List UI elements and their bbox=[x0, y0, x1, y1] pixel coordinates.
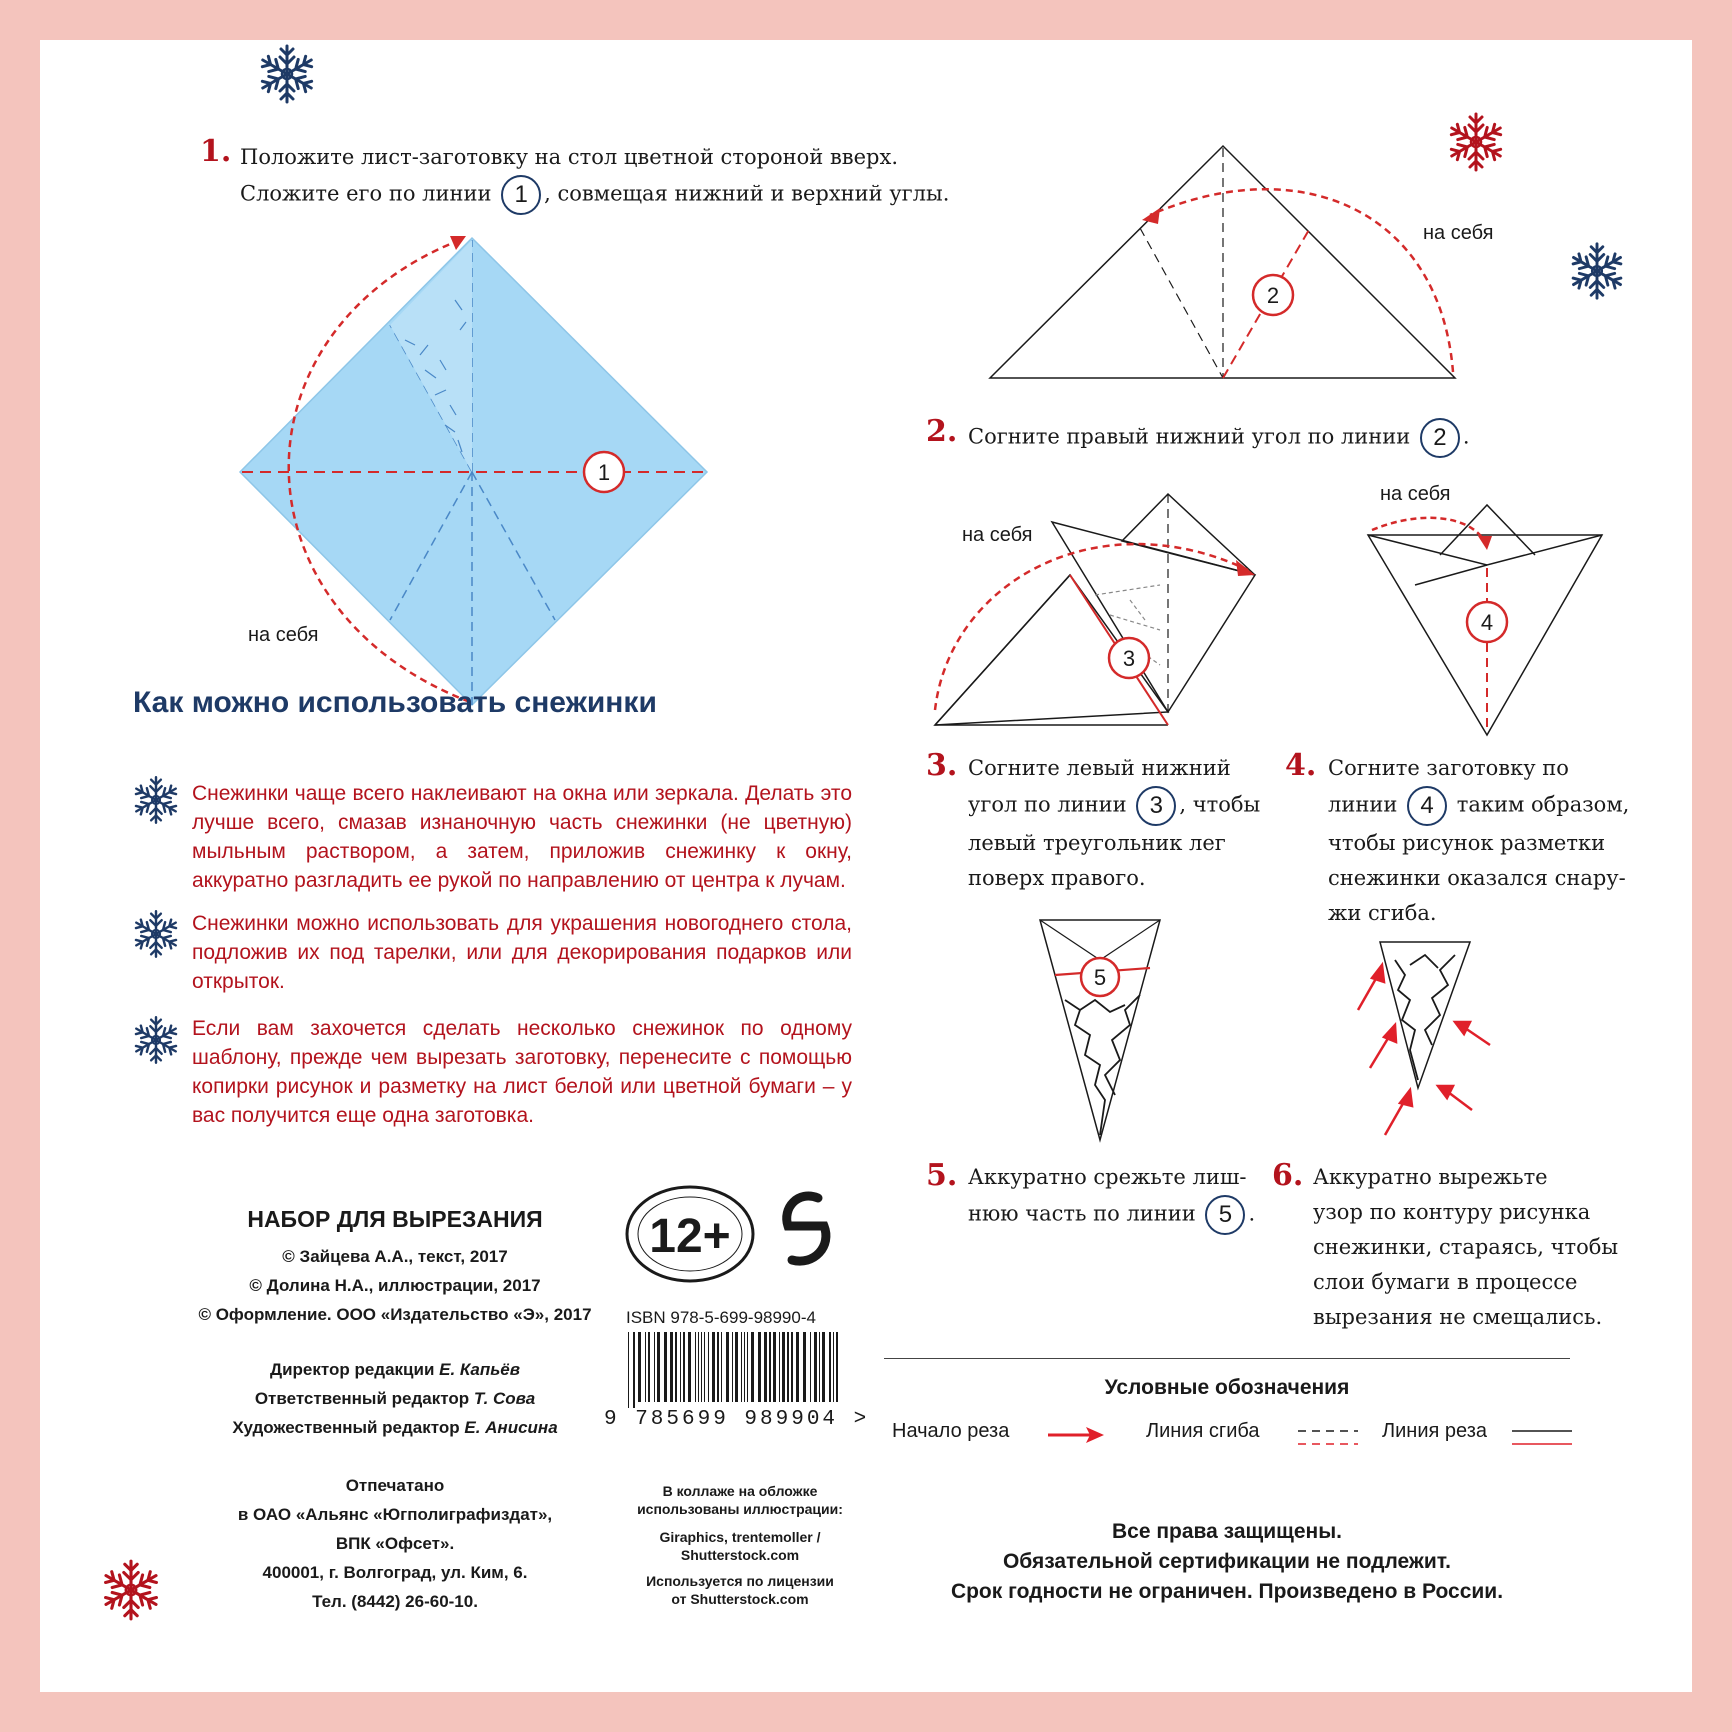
credits-line: Shutterstock.com bbox=[680, 1547, 800, 1563]
step-1-number: 1. bbox=[200, 134, 232, 169]
rights-line: Срок годности не ограничен. Произведено в России. bbox=[950, 1580, 1504, 1603]
legend-cut-label: Линия реза bbox=[1382, 1420, 1487, 1442]
barcode-bar bbox=[787, 1332, 789, 1402]
barcode-bar bbox=[836, 1332, 838, 1402]
barcode-bar bbox=[701, 1332, 702, 1402]
usage-paragraph-1: Снежинки чаще всего наклеивают на окна или зеркала. Делать это лучше всего, смазав изнаночную часть снежинки (не цветную) мыльным раствором, а затем, приложив снежинку к окну, аккуратно разгладить ее рукой по направлению от центра к лучам. bbox=[192, 782, 852, 892]
staff-role: Ответственный редактор bbox=[254, 1389, 470, 1408]
step-1-text-b: , совмещая нижний и верхний углы. bbox=[544, 181, 950, 206]
barcode bbox=[626, 1332, 841, 1408]
step-6-line-1: Аккуратно вырежьте bbox=[1313, 1165, 1548, 1189]
step-5-text-a: нюю часть по линии bbox=[968, 1201, 1196, 1226]
copyright-illustrations: © Долина Н.А., иллюстрации, 2017 bbox=[249, 1276, 541, 1295]
line-marker-5-label: 5 bbox=[1093, 965, 1107, 990]
rights-block bbox=[884, 1517, 1570, 1607]
barcode-bar bbox=[779, 1332, 780, 1402]
barcode-bar bbox=[741, 1332, 742, 1402]
copyright-text: © Зайцева А.А., текст, 2017 bbox=[282, 1247, 508, 1266]
step-2-text bbox=[968, 418, 1488, 458]
barcode-bar bbox=[628, 1332, 629, 1408]
step-2-text-b: . bbox=[1462, 424, 1470, 449]
step-3-text bbox=[968, 751, 1288, 896]
step-4-text-a: линии bbox=[1328, 792, 1398, 817]
snowflake-icon-navy-top bbox=[255, 42, 319, 106]
staff-editor bbox=[150, 1384, 640, 1413]
step-2-diagram bbox=[980, 140, 1470, 390]
imprint-staff bbox=[150, 1355, 640, 1442]
printer-line: Отпечатано bbox=[345, 1476, 445, 1495]
printer-line: 400001, г. Волгоград, ул. Ким, 6. bbox=[262, 1563, 528, 1582]
fold-line-2-badge: 2 bbox=[1420, 418, 1460, 458]
publisher-logo-icon bbox=[778, 1190, 836, 1270]
isbn-label: ISBN 978-5-699-98990-4 bbox=[626, 1308, 816, 1327]
step-2-text-a: Согните правый нижний угол по линии bbox=[968, 424, 1411, 449]
usage-paragraph-2: Снежинки можно использовать для украшения новогоднего стола, подложив их под тарелки, или для декорирования подарков или открыток. bbox=[192, 912, 852, 993]
step-4-text-b: таким образом, bbox=[1456, 792, 1630, 817]
step-4-line-1: Согните заготовку по bbox=[1328, 756, 1569, 780]
snowflake-icon-navy-right bbox=[1566, 240, 1628, 302]
barcode-bar bbox=[683, 1332, 685, 1402]
barcode-bar bbox=[796, 1332, 799, 1402]
legend-title: Условные обозначения bbox=[1104, 1376, 1350, 1399]
cut-start-arrows bbox=[1358, 965, 1490, 1135]
barcode-bar bbox=[744, 1332, 745, 1402]
step-3-text-a: угол по линии bbox=[968, 792, 1127, 817]
step-4-diagram bbox=[1360, 500, 1610, 740]
credits-line: Giraphics, trentemoller / bbox=[659, 1529, 821, 1545]
step-1-line-2 bbox=[240, 175, 960, 215]
step-1-text bbox=[240, 140, 960, 215]
toward-self-label-3: на себя bbox=[962, 524, 1033, 546]
fold-line-1-badge: 1 bbox=[501, 175, 541, 215]
step-3-line-3: левый треугольник лег bbox=[968, 831, 1226, 855]
fold-arrow-4 bbox=[1372, 518, 1485, 542]
cut-start-arrow-icon bbox=[1046, 1424, 1106, 1446]
toward-self-label-1: на себя bbox=[248, 624, 319, 646]
credits-line: от Shutterstock.com bbox=[671, 1591, 809, 1607]
age-rating-badge bbox=[624, 1184, 756, 1284]
credits-line: Используется по лицензии bbox=[646, 1573, 834, 1589]
step-6-text bbox=[1313, 1160, 1653, 1335]
step-5-text bbox=[968, 1160, 1268, 1235]
barcode-bar bbox=[648, 1332, 650, 1402]
printer-line: ВПК «Офсет». bbox=[335, 1534, 455, 1553]
step-5-diagram bbox=[1030, 915, 1165, 1145]
barcode-bar bbox=[657, 1332, 660, 1402]
fold-line-legend-icon bbox=[1298, 1424, 1358, 1450]
step-5-number: 5. bbox=[926, 1158, 958, 1193]
printer-line: в ОАО «Альянс «Югполиграфиздат», bbox=[237, 1505, 553, 1524]
staff-art-editor bbox=[150, 1413, 640, 1442]
staff-director bbox=[150, 1355, 640, 1384]
barcode-bar bbox=[675, 1332, 677, 1402]
step-2-number: 2. bbox=[926, 414, 958, 449]
step-1-text-a: Сложите его по линии bbox=[240, 181, 492, 206]
step-3-number: 3. bbox=[926, 748, 958, 783]
barcode-bar bbox=[791, 1332, 793, 1402]
barcode-bar bbox=[688, 1332, 691, 1402]
step-6-diagram bbox=[1350, 935, 1500, 1135]
barcode-bar bbox=[735, 1332, 738, 1402]
imprint-copyrights bbox=[150, 1242, 640, 1329]
step-4-text bbox=[1328, 751, 1658, 931]
barcode-bar bbox=[822, 1332, 825, 1402]
step-6-number: 6. bbox=[1272, 1158, 1304, 1193]
step-6-line-4: слои бумаги в процессе bbox=[1313, 1270, 1578, 1294]
barcode-bar bbox=[708, 1332, 709, 1402]
step-1-line-1: Положите лист-заготовку на стол цветной стороной вверх. bbox=[240, 145, 899, 169]
barcode-bar bbox=[654, 1332, 655, 1402]
barcode-bar bbox=[773, 1332, 776, 1402]
step-3-line-2 bbox=[968, 786, 1288, 826]
step-5-line-2 bbox=[968, 1195, 1268, 1235]
step-4-line-3: чтобы рисунок разметки bbox=[1328, 831, 1606, 855]
barcode-bar bbox=[803, 1332, 806, 1402]
cut-line-legend-icon bbox=[1512, 1424, 1572, 1450]
legend-divider bbox=[884, 1358, 1570, 1359]
barcode-bar bbox=[829, 1332, 831, 1402]
toward-self-label-2: на себя bbox=[1423, 222, 1494, 244]
staff-role: Художественный редактор bbox=[232, 1418, 460, 1437]
fold-line-3-badge: 3 bbox=[1136, 786, 1176, 826]
line-marker-4-label: 4 bbox=[1480, 610, 1494, 635]
barcode-bar bbox=[732, 1332, 733, 1402]
rights-line: Обязательной сертификации не подлежит. bbox=[1002, 1550, 1452, 1573]
barcode-bar bbox=[721, 1332, 722, 1402]
step-4-number: 4. bbox=[1285, 748, 1317, 783]
imprint-printer bbox=[150, 1471, 640, 1616]
barcode-bar bbox=[782, 1332, 785, 1402]
printer-line: Тел. (8442) 26-60-10. bbox=[312, 1592, 478, 1611]
barcode-bar bbox=[833, 1332, 834, 1402]
credits-line: В коллаже на обложке bbox=[662, 1483, 818, 1499]
barcode-bar bbox=[633, 1332, 635, 1408]
barcode-bar bbox=[695, 1332, 696, 1402]
snowflake-bullet-icon-3 bbox=[130, 1014, 182, 1066]
line-marker-2-label: 2 bbox=[1266, 283, 1280, 308]
barcode-bar bbox=[704, 1332, 705, 1402]
fold-line-4-badge: 4 bbox=[1407, 786, 1447, 826]
copyright-design: © Оформление. ООО «Издательство «Э», 2017 bbox=[198, 1305, 592, 1324]
staff-name: Е. Капьёв bbox=[439, 1360, 521, 1379]
barcode-bar bbox=[664, 1332, 667, 1402]
barcode-bar bbox=[698, 1332, 699, 1402]
step-4-line-2 bbox=[1328, 786, 1658, 826]
step-6-line-2: узор по контуру рисунка bbox=[1313, 1200, 1591, 1224]
staff-name: Е. Анисина bbox=[464, 1418, 558, 1437]
barcode-bar bbox=[638, 1332, 641, 1402]
barcode-bar bbox=[717, 1332, 719, 1402]
imprint-title: НАБОР ДЛЯ ВЫРЕЗАНИЯ bbox=[247, 1206, 543, 1232]
step-5-text-b: . bbox=[1248, 1201, 1256, 1226]
barcode-bar bbox=[670, 1332, 673, 1402]
age-rating-text: 12+ bbox=[649, 1210, 731, 1263]
barcode-bar bbox=[747, 1332, 748, 1402]
barcode-bar bbox=[751, 1332, 754, 1402]
staff-name: Т. Сова bbox=[473, 1389, 536, 1408]
fold-arrow-2 bbox=[1150, 189, 1453, 372]
step-6-line-3: снежинки, стараясь, чтобы bbox=[1313, 1235, 1619, 1259]
legend-cut-start-label: Начало реза bbox=[892, 1420, 1010, 1442]
staff-role: Директор редакции bbox=[269, 1360, 435, 1379]
barcode-bar bbox=[819, 1332, 820, 1402]
barcode-bar bbox=[810, 1332, 811, 1402]
step-5-line-1: Аккуратно срежьте лиш- bbox=[968, 1165, 1247, 1189]
barcode-bar bbox=[726, 1332, 729, 1402]
barcode-digits: 9 785699 989904 > bbox=[604, 1408, 870, 1431]
step-4-line-5: жи сгиба. bbox=[1328, 901, 1437, 925]
credits-line: использованы иллюстрации: bbox=[637, 1501, 843, 1517]
barcode-bar bbox=[680, 1332, 681, 1402]
usage-paragraph-3: Если вам захочется сделать несколько снежинок по одному шаблону, прежде чем вырезать заготовку, перенесите с помощью копирки рисунок и разметку на лист белой или цветной бумаги – у вас получится еще одна заготовка. bbox=[192, 1017, 852, 1127]
step-3-line-4: поверх правого. bbox=[968, 866, 1146, 890]
snowflake-bullet-icon-2 bbox=[130, 908, 182, 960]
line-marker-1-label: 1 bbox=[597, 460, 611, 485]
barcode-bar bbox=[814, 1332, 817, 1402]
cover-credits bbox=[600, 1482, 880, 1608]
legend-fold-label: Линия сгиба bbox=[1146, 1420, 1260, 1442]
line-marker-3-label: 3 bbox=[1122, 646, 1136, 671]
usage-heading: Как можно использовать снежинки bbox=[133, 686, 657, 719]
cut-line-5-badge: 5 bbox=[1205, 1195, 1245, 1235]
barcode-bar bbox=[764, 1332, 767, 1402]
fold-arrow-3 bbox=[935, 544, 1248, 710]
rights-line: Все права защищены. bbox=[1111, 1520, 1342, 1543]
step-3-line-1: Согните левый нижний bbox=[968, 756, 1231, 780]
snowflake-bullet-icon-1 bbox=[130, 774, 182, 826]
step-6-line-5: вырезания не смещались. bbox=[1313, 1305, 1603, 1329]
step-3-text-b: , чтобы bbox=[1179, 792, 1261, 817]
barcode-bar bbox=[645, 1332, 646, 1402]
toward-self-label-4: на себя bbox=[1380, 483, 1451, 505]
step-4-line-4: снежинки оказался снару- bbox=[1328, 866, 1626, 890]
barcode-bar bbox=[769, 1332, 771, 1402]
barcode-bar bbox=[758, 1332, 761, 1402]
barcode-bar bbox=[712, 1332, 715, 1402]
